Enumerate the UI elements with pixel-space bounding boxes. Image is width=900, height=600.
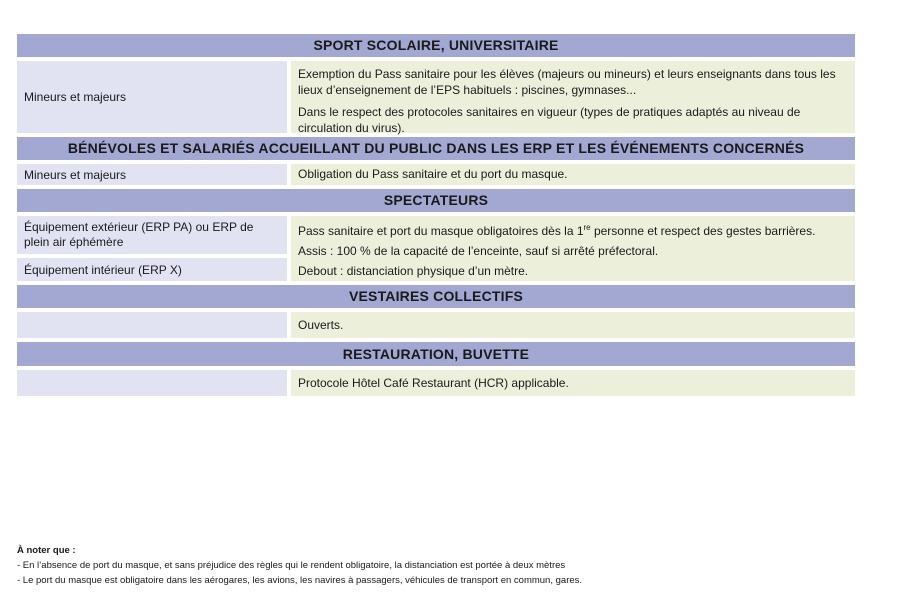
section-header-spectateurs: SPECTATEURS (17, 189, 855, 212)
paragraph: Debout : distanciation physique d’un mètre. (298, 264, 529, 278)
row-content (291, 216, 855, 281)
section-header-sport: SPORT SCOLAIRE, UNIVERSITAIRE (17, 34, 855, 57)
row-labels (17, 216, 287, 281)
row-content (291, 370, 855, 396)
paragraph: Protocole Hôtel Café Restaurant (HCR) applicable. (298, 376, 569, 390)
section-header-vestiaires: VESTAIRES COLLECTIFS (17, 285, 855, 308)
footnotes (17, 543, 582, 588)
paragraph: Assis : 100 % de la capacité de l’enceinte, sauf si arrêté préfectoral. (298, 244, 659, 258)
section-header-restauration: RESTAURATION, BUVETTE (17, 342, 855, 366)
paragraph: Ouverts. (298, 318, 344, 332)
text-part: Pass sanitaire et port du masque obligatoires dès la 1 (298, 224, 584, 238)
notes-title: À noter que : (17, 545, 76, 556)
table-row (17, 164, 855, 185)
rules-table (17, 34, 855, 402)
superscript: re (583, 223, 591, 232)
row-label: Équipement intérieur (ERP X) (17, 258, 287, 281)
table-row (17, 216, 855, 281)
section-header-benevoles: BÉNÉVOLES ET SALARIÉS ACCUEILLANT DU PUBLIC DANS LES ERP ET LES ÉVÉNEMENTS CONCERNÉS (17, 137, 855, 160)
note-line: - En l’absence de port du masque, et sans préjudice des règles qui le rendent obligatoire, la distanciation est portée à deux mètres (17, 560, 566, 571)
row-label: Équipement extérieur (ERP PA) ou ERP de plein air éphémère (17, 216, 287, 254)
row-content (291, 164, 855, 185)
table-row (17, 312, 855, 338)
row-label (17, 370, 287, 396)
row-label: Mineurs et majeurs (17, 61, 287, 133)
row-content (291, 61, 855, 133)
table-row (17, 61, 855, 133)
paragraph: Exemption du Pass sanitaire pour les élèves (majeurs ou mineurs) et leurs enseignants dans tous les lieux d’enseignement de l’EPS habituels : piscines, gymnases... (298, 67, 836, 97)
text-part: personne et respect des gestes barrières. (590, 224, 816, 238)
paragraph (298, 220, 848, 239)
table-row (17, 370, 855, 396)
paragraph: Dans le respect des protocoles sanitaires en vigueur (types de pratiques adaptés au niveau de circulation du virus). (298, 105, 801, 135)
paragraph: Obligation du Pass sanitaire et du port du masque. (298, 167, 568, 181)
row-label (17, 312, 287, 338)
row-content (291, 312, 855, 338)
row-label: Mineurs et majeurs (17, 164, 287, 185)
note-line: - Le port du masque est obligatoire dans les aérogares, les avions, les navires à passagers, véhicules de transport en commun, gares. (17, 575, 583, 586)
